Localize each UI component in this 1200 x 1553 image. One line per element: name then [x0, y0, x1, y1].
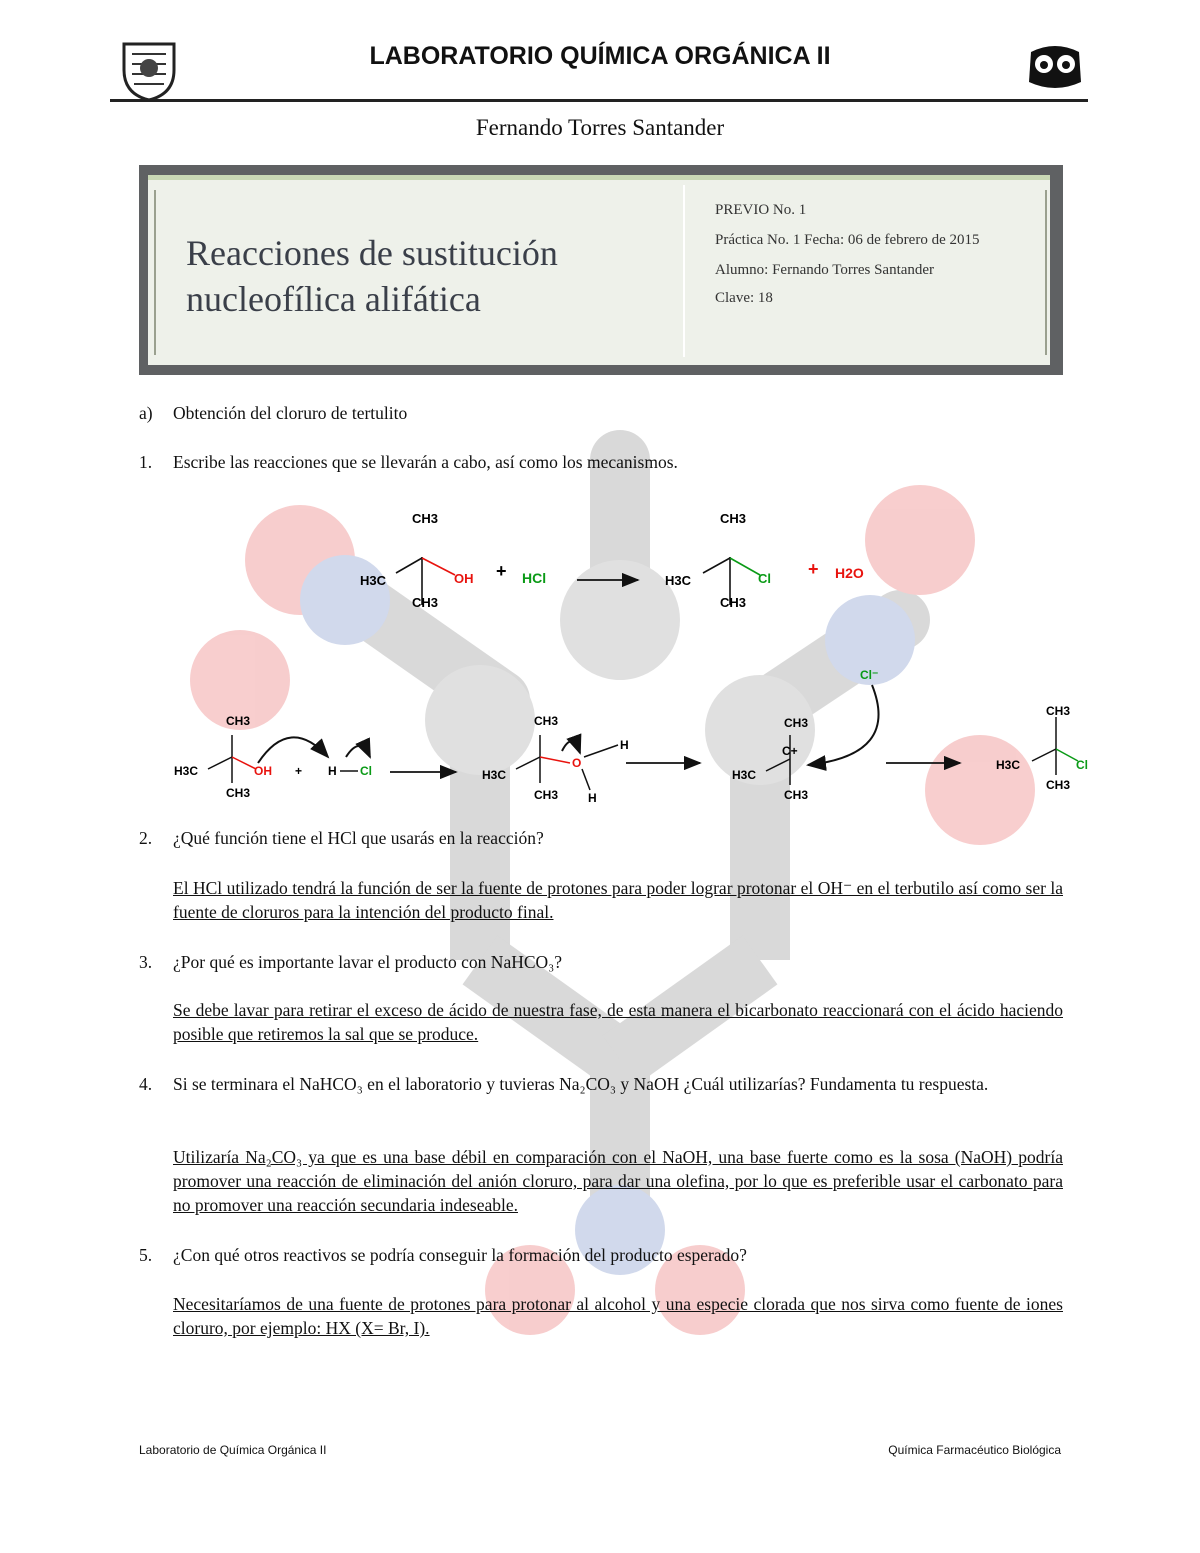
tert-butanol: [360, 511, 474, 610]
question-text: ¿Con qué otros reactivos se podría conseguir la formación del producto esperado?: [173, 1245, 747, 1265]
question-number: 3.: [139, 952, 153, 972]
ch3-label: CH3: [1046, 704, 1071, 718]
header-title: LABORATORIO QUÍMICA ORGÁNICA II: [369, 42, 831, 70]
h3c-label: H3C: [360, 573, 387, 588]
oh-label: OH: [454, 571, 474, 586]
o-label: O: [572, 756, 582, 770]
carbocation-label: C+: [782, 744, 798, 758]
footer-left: Laboratorio de Química Orgánica II: [139, 1443, 327, 1457]
h3c-label: H3C: [482, 768, 507, 782]
cl-label: Cl: [758, 571, 771, 586]
h-label: H: [620, 738, 629, 752]
previo-label: PREVIO No. 1: [715, 202, 807, 218]
header-rule: [110, 99, 1088, 102]
tert-butyl-chloride: [665, 511, 771, 610]
cl-label: Cl: [360, 764, 372, 778]
clave-label: Clave: 18: [715, 290, 773, 306]
mechanism-step2: [482, 714, 629, 805]
reaction-scheme: [160, 495, 1088, 815]
plus-sign: +: [496, 561, 507, 581]
owl-logo: [1025, 42, 1085, 94]
h3c-label: H3C: [996, 758, 1021, 772]
hcl-label: HCl: [522, 570, 547, 586]
question-text: Si se terminara el NaHCO₃ en el laboratorio y tuvieras Na₂CO₃ y NaOH ¿Cuál utilizarías? Fundamenta tu respuesta.: [173, 1074, 989, 1094]
ch3-label: CH3: [412, 595, 439, 610]
plus-sign: +: [808, 559, 819, 579]
oh-label: OH: [254, 764, 272, 778]
answer-text: Utilizaría Na₂CO₃ ya que es una base débil en comparación con el NaOH, una base fuerte como es la sosa (NaOH) podría promover una reacción de eliminación del anión cloruro, para dar una olefina, por lo que es preferible usar el carbonato para no promover una reacción secundaria indeseable.: [173, 1147, 1063, 1215]
title-box-divider: [154, 190, 156, 355]
chloride-anion-label: Cl⁻: [860, 668, 879, 682]
question-number: 4.: [139, 1074, 153, 1094]
title-box-divider: [1045, 190, 1047, 355]
question-number: 5.: [139, 1245, 153, 1265]
ch3-label: CH3: [412, 511, 439, 526]
title-box-separator: [683, 185, 685, 357]
ch3-label: CH3: [720, 595, 747, 610]
answer-text: Se debe lavar para retirar el exceso de ácido de nuestra fase, de esta manera el bicarbonato reaccionará con el ácido haciendo posible que retiremos la sal que se produce.: [173, 1000, 1063, 1044]
ch3-label: CH3: [720, 511, 747, 526]
section-text: Obtención del cloruro de tertulito: [173, 403, 408, 423]
question-text: ¿Qué función tiene el HCl que usarás en la reacción?: [173, 828, 544, 848]
document-title: Reacciones de sustitución nucleofílica alifática: [186, 233, 558, 319]
section-marker: a): [139, 403, 153, 423]
answer-text: Necesitaríamos de una fuente de protones para protonar al alcohol y una especie clorada que nos sirva como fuente de iones cloruro, por ejemplo: HX (X= Br, I).: [173, 1294, 1063, 1338]
question-text: Escribe las reacciones que se llevarán a cabo, así como los mecanismos.: [173, 452, 678, 472]
mechanism-step3: [732, 668, 879, 802]
ch3-label: CH3: [784, 716, 809, 730]
mechanism-step1: [174, 714, 372, 800]
water-label: H2O: [835, 565, 864, 581]
answer-text: El HCl utilizado tendrá la función de ser la fuente de protones para poder lograr protonar el OH⁻ en el terbutilo así como ser la fuente de cloruros para la intención del producto final.: [173, 878, 1063, 922]
alumno-label: Alumno: Fernando Torres Santander: [715, 262, 935, 278]
mechanism-product: [996, 704, 1088, 792]
ch3-label: CH3: [534, 788, 559, 802]
plus-sign: +: [295, 764, 303, 778]
question-number: 2.: [139, 828, 153, 848]
ch3-label: CH3: [226, 714, 251, 728]
question-number: 1.: [139, 452, 153, 472]
h3c-label: H3C: [665, 573, 692, 588]
h3c-label: H3C: [732, 768, 757, 782]
h-label: H: [328, 764, 337, 778]
question-text: ¿Por qué es importante lavar el producto con NaHCO₃?: [173, 952, 563, 972]
practica-label: Práctica No. 1 Fecha: 06 de febrero de 2015: [715, 232, 980, 248]
ch3-label: CH3: [226, 786, 251, 800]
h-label: H: [588, 791, 597, 805]
h3c-label: H3C: [174, 764, 199, 778]
author-name: Fernando Torres Santander: [475, 115, 725, 140]
ch3-label: CH3: [534, 714, 559, 728]
footer-right: Química Farmacéutico Biológica: [888, 1443, 1061, 1457]
cl-label: Cl: [1076, 758, 1088, 772]
ch3-label: CH3: [1046, 778, 1071, 792]
ch3-label: CH3: [784, 788, 809, 802]
